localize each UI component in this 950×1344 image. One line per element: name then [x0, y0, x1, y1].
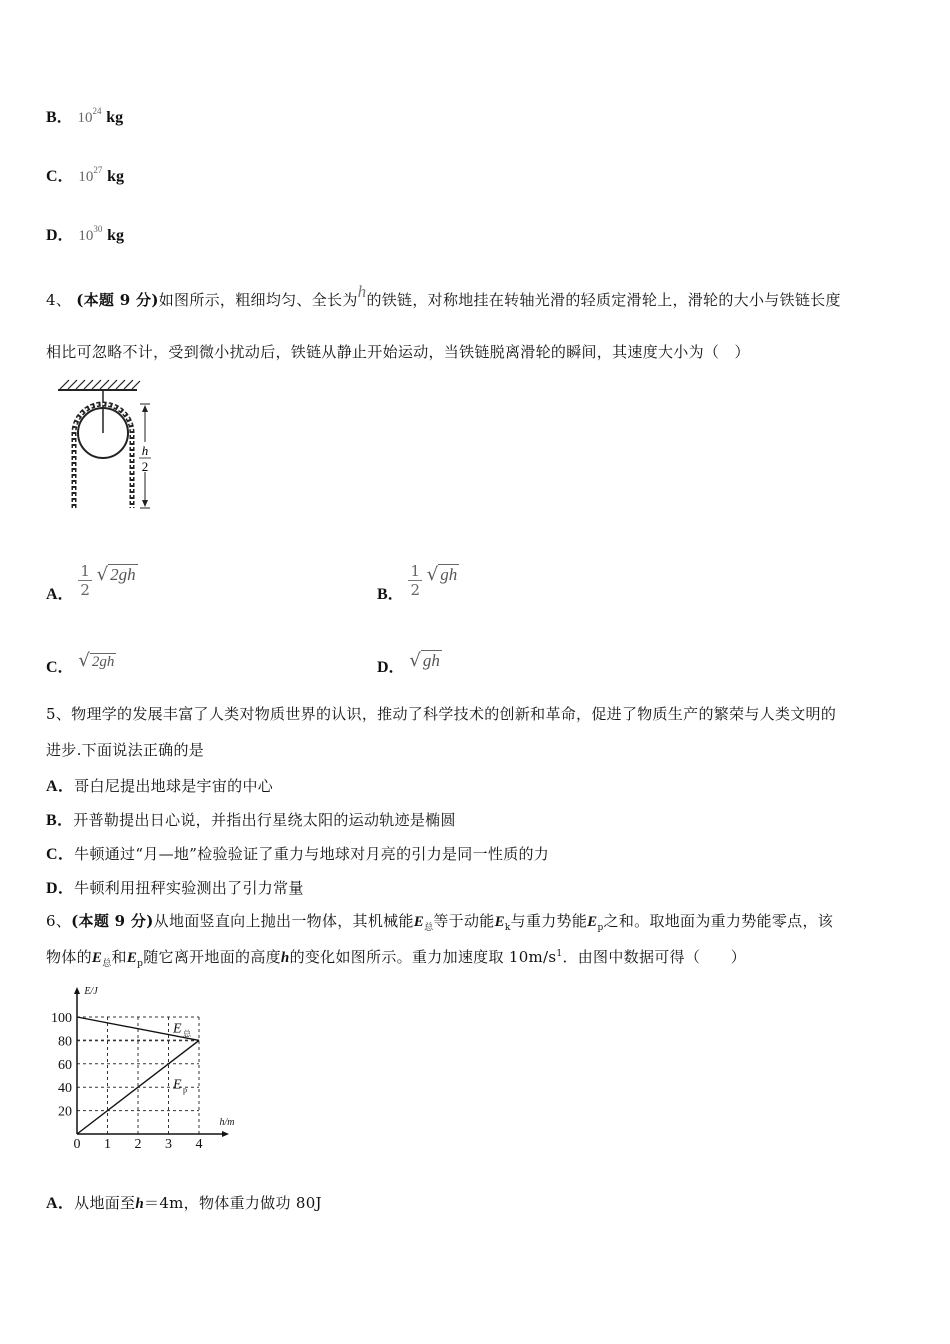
var-h: h	[357, 282, 367, 301]
option-label: C．	[46, 168, 74, 185]
q4-line-1: 4、 (本题 9 分)如图所示，粗细均匀、全长为h的铁链，对称地挂在转轴光滑的轻质定滑轮上，滑轮的大小与铁链长度	[46, 282, 841, 309]
unit: kg	[107, 168, 125, 185]
q4-option-a: A． $\frac{1}{2}$ √ 2gh	[46, 562, 136, 603]
pulley-chain-figure	[55, 378, 165, 518]
series-label-sub-1: p	[183, 1085, 187, 1095]
q5-option-c: C．牛顿通过“月—地”检验验证了重力与地球对月亮的引力是同一性质的力	[46, 845, 550, 863]
energy-height-chart	[40, 982, 260, 1157]
q6-line-2: 物体的$E_总$和$E_p$随它离开地面的高度h的变化如图所示。重力加速度取 $10m/s^1$．由图中数据可得（ ）	[46, 948, 747, 969]
figure-label-h: h	[141, 443, 149, 458]
power-expression: $10^{24}$	[77, 106, 102, 126]
figure-label-2: 2	[141, 459, 149, 474]
x-tick-label: 1	[104, 1137, 111, 1152]
unit: kg	[106, 109, 124, 126]
fraction: $\frac{1}{2}$	[410, 562, 421, 599]
q4-option-d: D． √ gh	[377, 649, 440, 676]
q5-option-b: B．开普勒提出日心说，并指出行星绕太阳的运动轨迹是椭圆	[46, 811, 456, 829]
series-label-sub-0: 总	[183, 1029, 191, 1039]
x-tick-label: 2	[134, 1137, 142, 1152]
series-label-0: E	[173, 1021, 182, 1037]
x-tick-label: 0	[73, 1137, 81, 1152]
unit: kg	[107, 227, 125, 244]
q4-line-2: 相比可忽略不计，受到微小扰动后，铁链从静止开始运动，当铁链脱离滑轮的瞬间，其速度大小为（ ）	[46, 343, 750, 361]
x-tick-label: 4	[195, 1137, 203, 1152]
x-axis-label: h/m	[219, 1117, 235, 1128]
q5-option-d: D．牛顿利用扭秤实验测出了引力常量	[46, 879, 304, 897]
q4-option-b: B． $\frac{1}{2}$ √ gh	[377, 562, 458, 603]
series-label-1: E	[173, 1077, 182, 1093]
square-root: √ 2gh	[78, 649, 115, 671]
q3-option-d	[46, 222, 124, 245]
y-tick-label: 60	[58, 1057, 72, 1073]
fraction: $\frac{1}{2}$	[80, 562, 90, 599]
y-tick-label: 80	[58, 1034, 72, 1050]
option-label: B．	[46, 109, 73, 126]
score-tag: (本题 9 分)	[76, 291, 159, 309]
square-root: √ 2gh	[96, 564, 136, 585]
x-axis-arrow	[222, 1131, 229, 1137]
q5-option-a: A．哥白尼提出地球是宇宙的中心	[46, 777, 274, 795]
option-label: D．	[46, 227, 74, 244]
power-expression: $10^{30}$	[78, 224, 103, 244]
q4-option-c: C． √ 2gh	[46, 649, 115, 676]
q5-line-2: 进步.下面说法正确的是	[46, 741, 205, 759]
q3-option-b	[46, 104, 123, 127]
q6-option-a: A．从地面至h＝4m，物体重力做功 80J	[46, 1194, 322, 1212]
y-axis-arrow	[74, 987, 80, 994]
y-axis-label: E/J	[84, 986, 98, 997]
square-root: √ gh	[409, 649, 440, 671]
y-tick-label: 40	[58, 1081, 72, 1097]
q3-option-c	[46, 163, 124, 186]
power-expression: $10^{27}$	[78, 165, 103, 185]
q5-line-1: 5、物理学的发展丰富了人类对物质世界的认识，推动了科学技术的创新和革命，促进了物质生产的繁荣与人类文明的	[46, 705, 837, 723]
q6-line-1: 6、(本题 9 分)从地面竖直向上抛出一物体，其机械能$E_总$等于动能$E_k$与重力势能$E_p$之和。取地面为重力势能零点，该	[46, 912, 834, 933]
y-tick-label: 20	[58, 1104, 72, 1120]
x-tick-label: 3	[165, 1137, 172, 1152]
square-root: √ gh	[426, 564, 458, 585]
y-tick-label: 100	[51, 1011, 72, 1026]
